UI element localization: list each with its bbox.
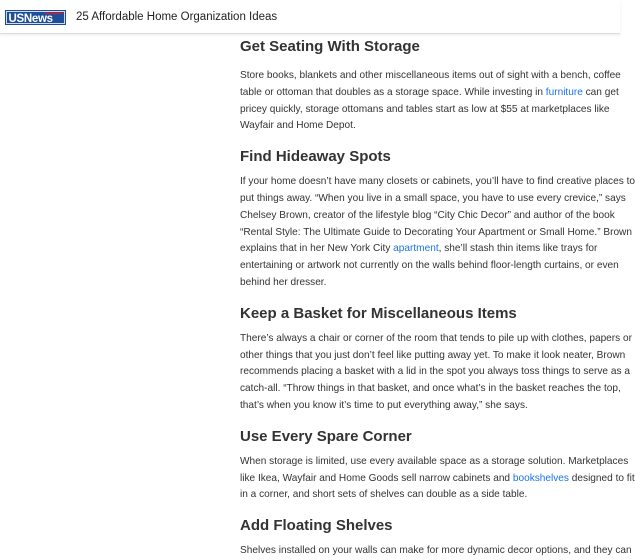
section-hideaway-spots [240, 147, 635, 292]
logo-text: USNews [8, 13, 53, 26]
section-paragraph: Shelves installed on your walls can make for more dynamic decor options, and they can [240, 545, 632, 557]
top-bar [0, 0, 620, 34]
article-body [240, 34, 635, 560]
section-paragraph: When storage is limited, use every available space as a storage solution. Marketplaces like Ikea, Wayfair and Home Goods sell narrow cabinets and bookshelves designed to fit in a corner, and short sets of shelves can double as a side table. [240, 455, 635, 501]
section-paragraph: If your home doesn’t have many closets or cabinets, you’ll have to find creative places to put things away. “When you live in a small space, you have to use every crevice,” says Chelsey Brown, creator of the lifestyle blog “City Chic Decor” and author of the book “Rental Style: The Ultimate Guide to Decorating Your Apartment or Small Home.” Brown explains that in her New York City apartment, she’ll stash thin items like trays for entertaining or artwork not currently on the walls behind floor-length curtains, or even behind her dresser. [240, 176, 635, 288]
inline-link-apartment[interactable]: apartment [393, 243, 439, 255]
section-heading: Find Hideaway Spots [240, 148, 391, 166]
section-seating-storage [240, 37, 621, 135]
usnews-logo-mark [5, 10, 66, 25]
section-heading: Get Seating With Storage [240, 38, 420, 55]
inline-link-furniture[interactable]: furniture [545, 86, 583, 98]
section-basket [240, 304, 632, 415]
usnews-logo[interactable] [5, 10, 66, 25]
inline-link-bookshelves[interactable]: bookshelves [512, 472, 569, 484]
section-heading: Keep a Basket for Miscellaneous Items [240, 304, 517, 322]
section-paragraph: There’s always a chair or corner of the room that tends to pile up with clothes, papers or other things that you just don’t feel like putting away yet. To make it look neater, Brown recommends placing a basket with a lid in the spot you always toss things to serve as a catch-all. “Throw things in that basket, and once what’s in the basket reaches the top, that’s when you know it’s time to put everything away,” she says. [240, 332, 632, 411]
page-title: 25 Affordable Home Organization Ideas [76, 11, 278, 23]
section-spare-corner [240, 427, 635, 504]
section-floating-shelves [240, 516, 632, 560]
section-paragraph: Store books, blankets and other miscellaneous items out of sight with a bench, coffee table or ottoman that doubles as a storage space. While investing in furniture can get pricey quickly, storage ottomans and tables start as low at $55 at marketplaces like Wayfair and Home Depot. [240, 70, 621, 132]
section-heading: Use Every Spare Corner [240, 427, 412, 445]
section-heading: Add Floating Shelves [240, 517, 393, 535]
